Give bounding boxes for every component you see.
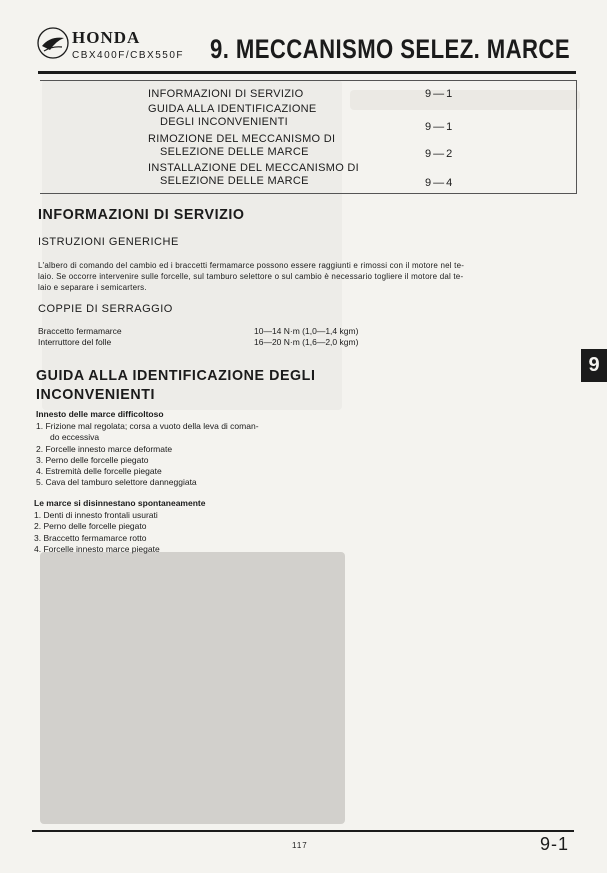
problem-causes-list: [34, 510, 334, 555]
service-info-title: INFORMAZIONI DI SERVIZIO: [38, 206, 245, 223]
paragraph-line: laio. Se occorre intervenire sulle forcelle, sul tamburo selettore o sul cambio è necessario togliere il motore dal te-: [38, 272, 464, 281]
chapter-title: 9. MECCANISMO SELEZ. MARCE: [210, 34, 571, 64]
toc-line: RIMOZIONE DEL MECCANISMO DI: [148, 133, 336, 145]
toc-entry-page: 9—2: [425, 148, 455, 160]
toc-entry-title: [148, 133, 418, 159]
paragraph-line: L'albero di comando del cambio ed i braccetti fermamarce possono essere raggiunti e rimossi con il motore nel te-: [38, 261, 465, 270]
torque-value: 16—20 N·m (1,6—2,0 kgm): [254, 337, 359, 347]
toc-entry-title: [148, 103, 418, 129]
cause-item: 3. Braccetto fermamarce rotto: [34, 532, 147, 543]
honda-wing-icon: [36, 26, 70, 60]
toc-entry-page: 9—4: [425, 177, 455, 189]
problem-heading: Le marce si disinnestano spontaneamente: [34, 498, 206, 508]
cause-item: 5. Cava del tamburo selettore danneggiata: [36, 477, 197, 488]
cause-item: do eccessiva: [50, 432, 100, 443]
cause-item: 2. Forcelle innesto marce deformate: [36, 443, 173, 454]
toc-entry-page: 9—1: [425, 88, 455, 100]
cause-item: 2. Perno delle forcelle piegato: [34, 521, 147, 532]
torque-item: Braccetto fermamarce: [38, 326, 122, 336]
section-page-number: 9-1: [540, 834, 570, 854]
toc-entry-title: [148, 162, 418, 188]
footer-rule: [32, 830, 574, 832]
toc-line: SELEZIONE DELLE MARCE: [160, 146, 309, 158]
header-rule: [38, 71, 576, 74]
brand-name: HONDA: [72, 28, 141, 47]
troubleshooting-title: [36, 366, 315, 404]
chapter-tab: 9: [581, 349, 607, 382]
paragraph-line: laio e separare i semicarters.: [38, 283, 147, 292]
page-number: 117: [292, 841, 308, 850]
honda-logo: [36, 24, 201, 70]
torque-value: 10—14 N·m (1,0—1,4 kgm): [254, 326, 359, 336]
cause-item: 3. Perno delle forcelle piegato: [36, 454, 149, 465]
toc-entry-title: [148, 88, 418, 101]
toc-line: INSTALLAZIONE DEL MECCANISMO DI: [148, 162, 360, 174]
model-name: CBX400F/CBX550F: [72, 50, 184, 61]
torque-item: Interruttore del folle: [38, 337, 112, 347]
general-instructions-heading: ISTRUZIONI GENERICHE: [38, 236, 179, 248]
cause-item: 1. Denti di innesto frontali usurati: [34, 510, 158, 520]
cause-item: 1. Frizione mal regolata; corsa a vuoto della leva di coman-: [36, 421, 259, 431]
toc-line: GUIDA ALLA IDENTIFICAZIONE: [148, 103, 317, 115]
title-line: GUIDA ALLA IDENTIFICAZIONE DEGLI: [36, 367, 316, 384]
toc-entry-page: 9—1: [425, 121, 455, 133]
cause-item: 4. Forcelle innesto marce piegate: [34, 543, 160, 554]
problem-causes-list: [36, 421, 336, 489]
toc-line: INFORMAZIONI DI SERVIZIO: [148, 88, 304, 100]
problem-heading: Innesto delle marce difficoltoso: [36, 409, 164, 419]
torque-heading: COPPIE DI SERRAGGIO: [38, 303, 173, 315]
general-instructions-text: [38, 260, 578, 293]
cause-item: 4. Estremità delle forcelle piegate: [36, 466, 162, 477]
toc-line: SELEZIONE DELLE MARCE: [160, 175, 309, 187]
toc-line: DEGLI INCONVENIENTI: [160, 116, 288, 128]
torque-row: [38, 337, 438, 348]
bleed-through-photo-bottom: [40, 552, 345, 824]
title-line: INCONVENIENTI: [36, 386, 156, 403]
toc-box: [40, 80, 577, 194]
torque-row: [38, 326, 438, 337]
torque-table: [38, 326, 438, 348]
